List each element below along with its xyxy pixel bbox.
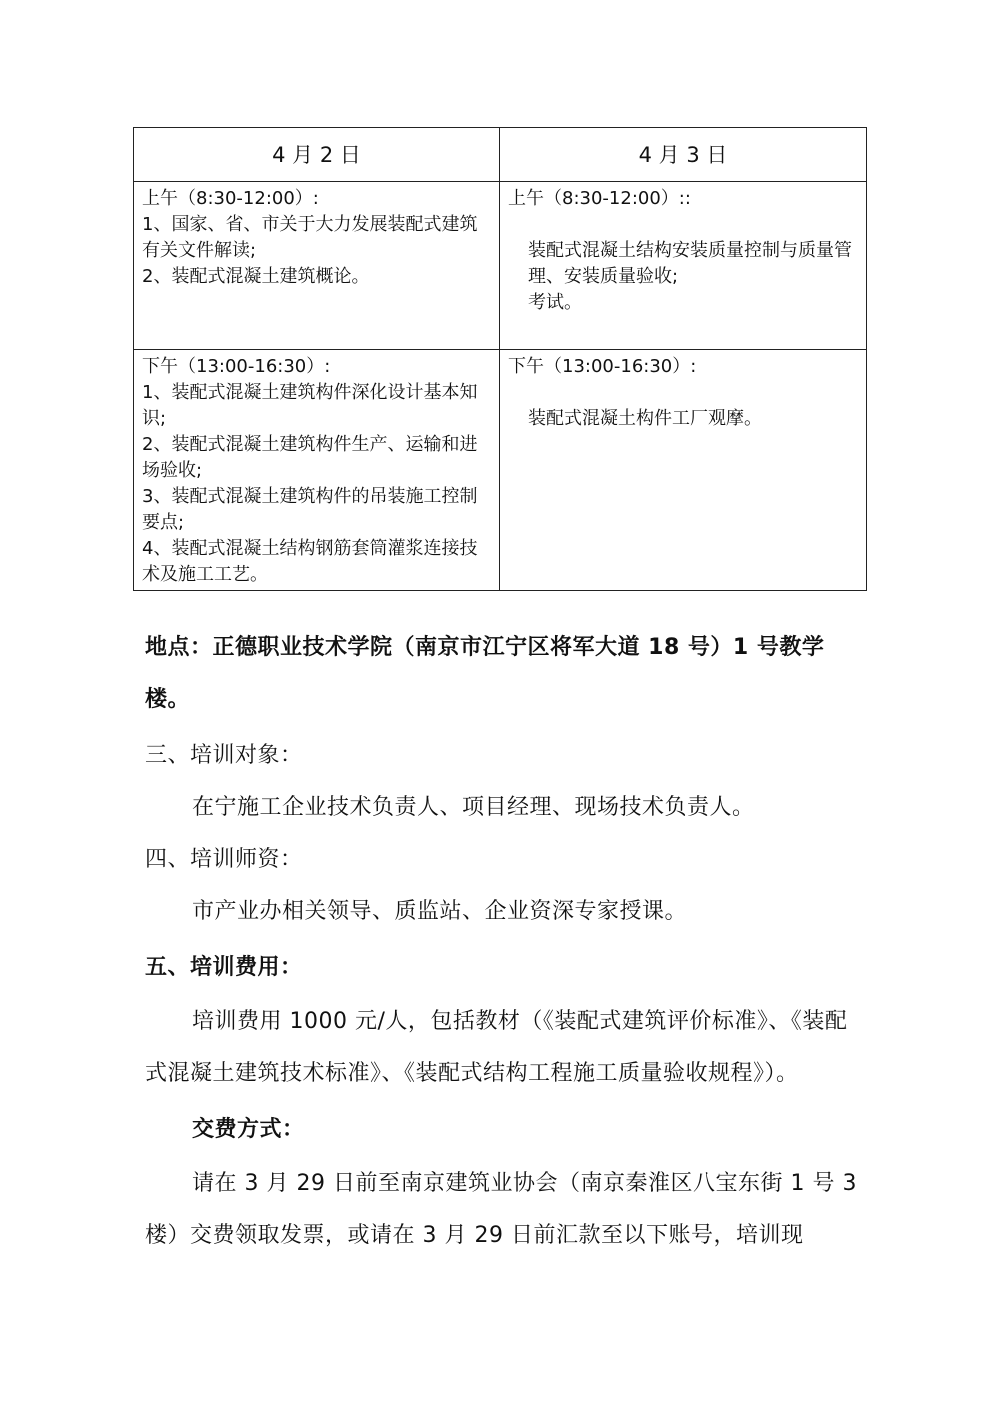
- section4-heading: 四、培训师资：: [145, 847, 303, 872]
- cell-title: 上午（8:30-12:00）:: [142, 188, 319, 209]
- cell-title: 上午（8:30-12:00）::: [508, 188, 691, 209]
- location-text: 地点：正德职业技术学院（南京市江宁区将军大道 18 号）1 号教学楼。: [145, 635, 825, 712]
- header-day2: 4 月 3 日: [500, 128, 867, 182]
- list-item: 2、装配式混凝土建筑概论。: [142, 266, 370, 287]
- section5-body: 培训费用 1000 元/人，包括教材（《装配式建筑评价标准》、《装配式混凝土建筑技术标准》、《装配式结构工程施工质量验收规程》）。: [145, 1009, 848, 1086]
- section4-body: 市产业办相关领导、质监站、企业资深专家授课。: [192, 899, 688, 924]
- section3-body: 在宁施工企业技术负责人、项目经理、现场技术负责人。: [192, 795, 755, 820]
- header-day1: 4 月 2 日: [134, 128, 500, 182]
- cell-day2-morning: [500, 182, 867, 350]
- schedule-table: [133, 127, 867, 591]
- list-item: 3、装配式混凝土建筑构件的吊装施工控制要点;: [142, 486, 478, 533]
- cell-day1-afternoon: [134, 350, 500, 591]
- list-item: 2、装配式混凝土建筑构件生产、运输和进场验收;: [142, 434, 478, 481]
- section5-heading: 五、培训费用：: [145, 955, 303, 980]
- cell-title: 下午（13:00-16:30）:: [508, 356, 697, 377]
- list-item: 装配式混凝土构件工厂观摩。: [528, 408, 762, 429]
- cell-day1-morning: [134, 182, 500, 350]
- section3-heading: 三、培训对象：: [145, 743, 303, 768]
- cell-title: 下午（13:00-16:30）:: [142, 356, 331, 377]
- list-item: 1、国家、省、市关于大力发展装配式建筑有关文件解读;: [142, 214, 478, 261]
- payment-body: 请在 3 月 29 日前至南京建筑业协会（南京秦淮区八宝东街 1 号 3 楼）交费领取发票，或请在 3 月 29 日前汇款至以下账号，培训现: [145, 1171, 857, 1248]
- list-item: 1、装配式混凝土建筑构件深化设计基本知识;: [142, 382, 478, 429]
- payment-heading: 交费方式：: [192, 1117, 305, 1142]
- table-row-afternoon: [134, 350, 867, 591]
- table-header-row: [134, 128, 867, 182]
- cell-day2-afternoon: [500, 350, 867, 591]
- table-row-morning: [134, 182, 867, 350]
- list-item: 4、装配式混凝土结构钢筋套筒灌浆连接技术及施工工艺。: [142, 538, 478, 585]
- list-item: 考试。: [528, 292, 582, 313]
- list-item: 装配式混凝土结构安装质量控制与质量管理、安装质量验收;: [528, 240, 852, 287]
